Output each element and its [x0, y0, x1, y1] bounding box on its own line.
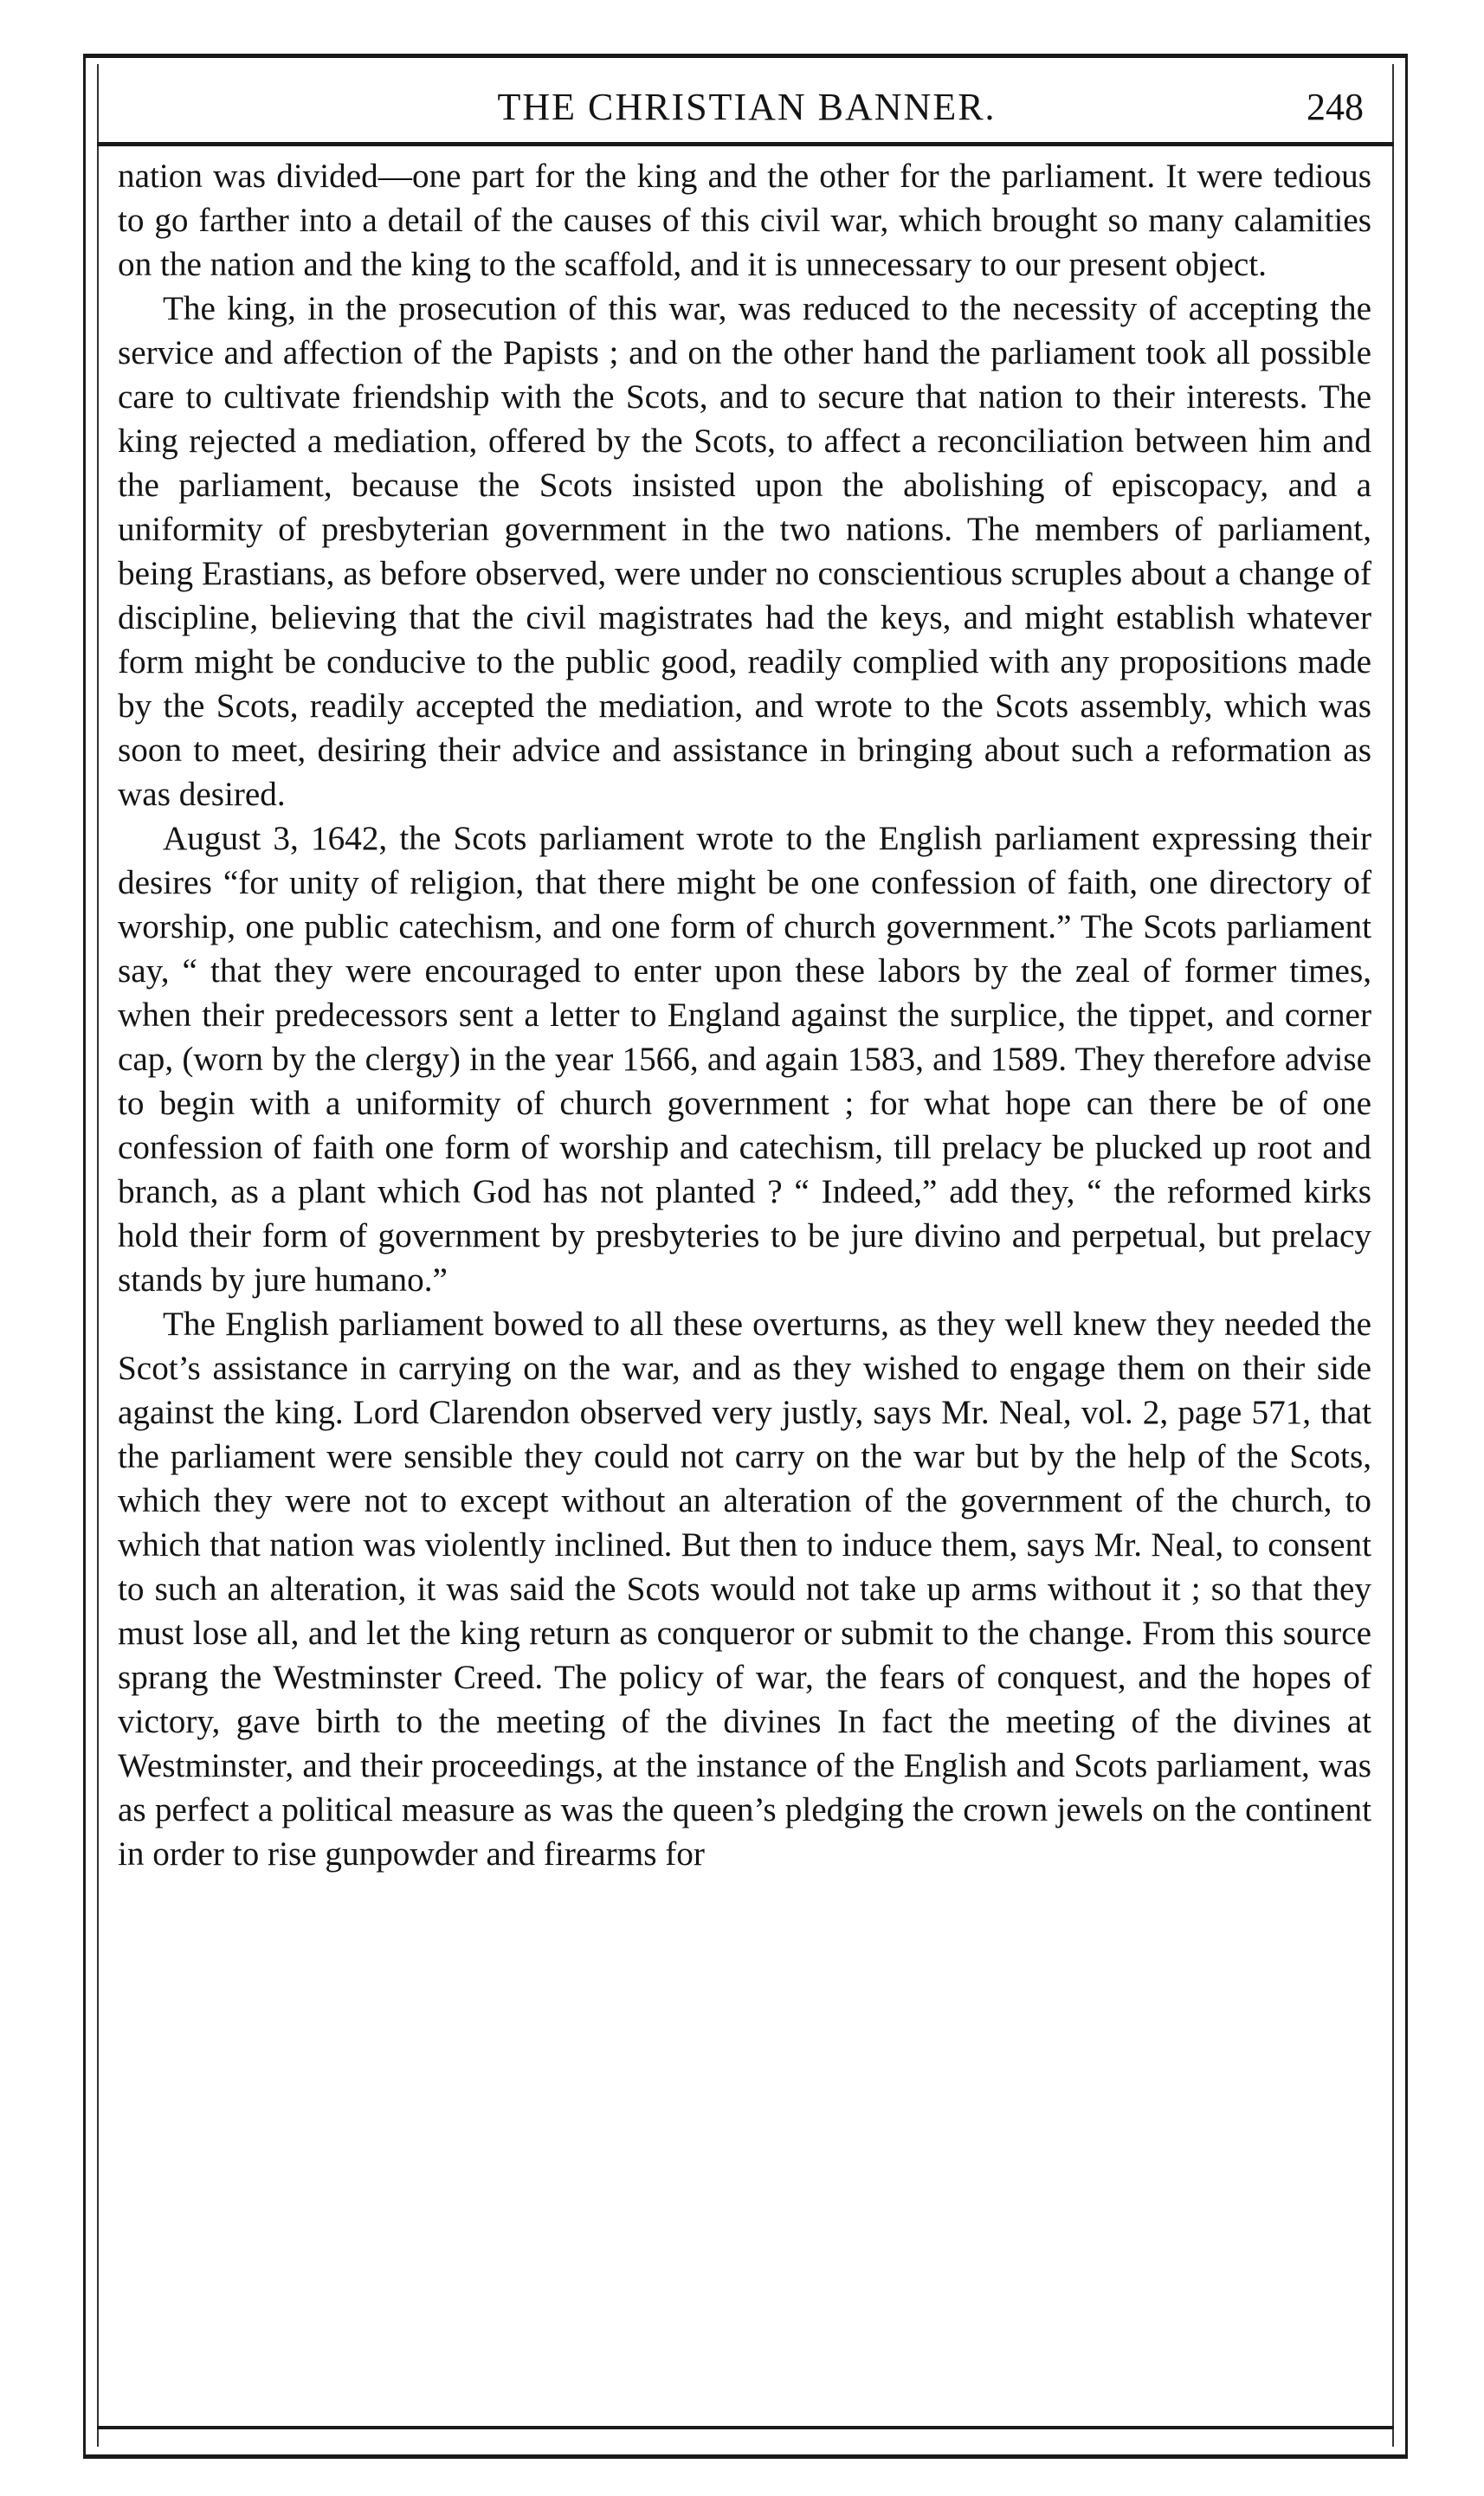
paragraph-continued: nation was divided—one part for the king and the other for the parliament. It were tedious to go farther into a detail of the causes of this civil war, which brought so many calamities on the nation and the king to the scaffold, and it is unnecessary to our present object. [118, 158, 1371, 283]
paragraph: The king, in the prosecution of this war, was reduced to the necessity of accepting the service and affection of the Papists ; and on the other hand the parliament took all possible care to cultivate friendship with the Scots, and to secure that nation to their interests. The king rejected a mediation, offered by the Scots, to affect a reconciliation between him and the parliament, because the Scots insisted upon the abolishing of episcopacy, and a uniformity of presbyterian government in the two nations. The members of parliament, being Erastians, as before observed, were under no conscientious scruples about a change of discipline, believing that the civil magistrates had the keys, and might establish whatever form might be conducive to the public good, readily complied with any propositions made by the Scots, readily accepted the mediation, and wrote to the Scots assembly, which was soon to meet, desiring their advice and assistance in bringing about such a reformation as was desired. [118, 290, 1371, 813]
running-title: THE CHRISTIAN BANNER. [497, 86, 997, 128]
page-number: 248 [1307, 86, 1364, 128]
paragraph: The English parliament bowed to all these overturns, as they well knew they needed the Scot’s assistance in carrying on the war, and as they wished to engage them on their side against the king. Lord Clarendon observed very justly, says Mr. Neal, vol. 2, page 571, that the parliament were sensible they could not carry on the war but by the help of the Scots, which they were not to except without an alteration of the government of the church, to which that nation was violently inclined. But then to induce them, says Mr. Neal, to consent to such an alteration, it was said the Scots would not take up arms without it ; so that they must lose all, and let the king return as conqueror or submit to the change. From this source sprang the Westminster Creed. The policy of war, the fears of conquest, and the hopes of victory, gave birth to the meeting of the divines In fact the meeting of the divines at Westminster, and their proceedings, at the instance of the English and Scots parliament, was as perfect a political measure as was the queen’s pledging the crown jewels on the continent in order to rise gunpowder and firearms for [118, 1306, 1371, 1873]
article-body [118, 154, 1371, 1876]
header-rule [97, 142, 1394, 146]
paragraph: August 3, 1642, the Scots parliament wrote to the English parliament expressing their desires “for unity of religion, that there might be one confession of faith, one directory of worship, one public catechism, and one form of church government.” The Scots parliament say, “ that they were encouraged to enter upon these labors by the zeal of former times, when their predecessors sent a letter to England against the surplice, the tippet, and corner cap, (worn by the clergy) in the year 1566, and again 1583, and 1589. They therefore advise to begin with a uniformity of church government ; for what hope can there be of one confession of faith one form of worship and catechism, till prelacy be plucked up root and branch, as a plant which God has not planted ? “ Indeed,” add they, “ the reformed kirks hold their form of government by presbyteries to be jure divino and perpetual, but prelacy stands by jure humano.” [118, 820, 1371, 1299]
footer-rule [97, 2426, 1394, 2429]
page-header [104, 76, 1390, 139]
